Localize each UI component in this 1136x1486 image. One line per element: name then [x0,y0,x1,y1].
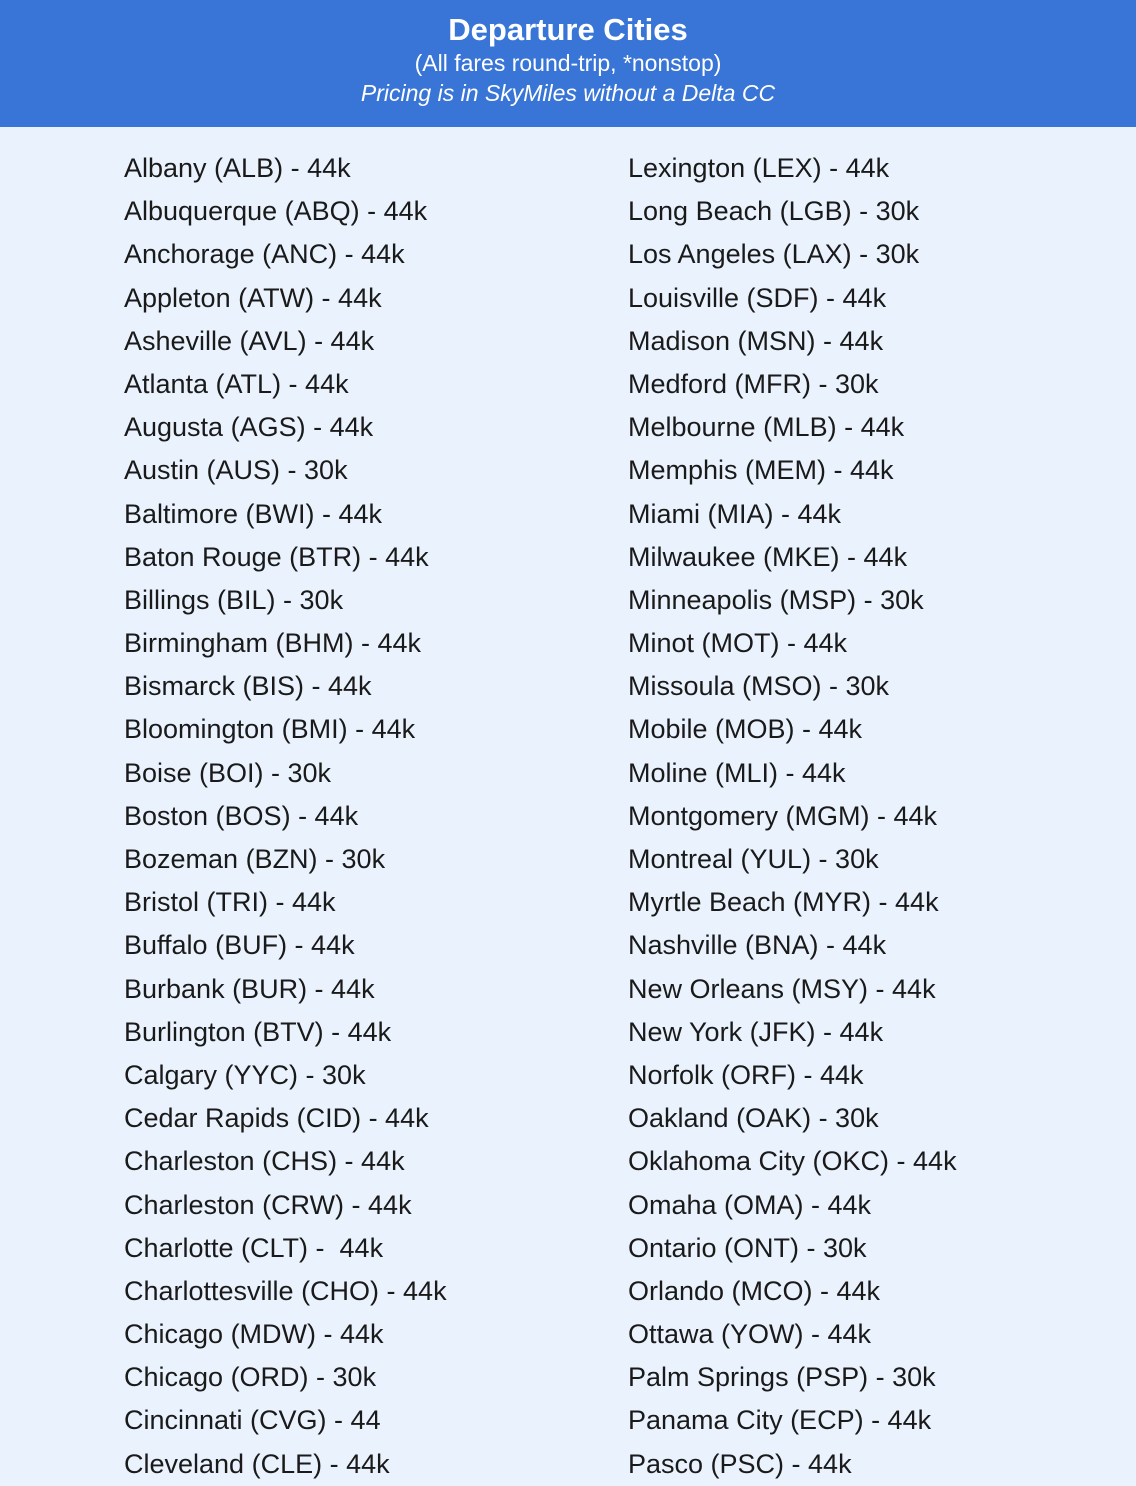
city-list-item: Charleston (CRW) - 44k [124,1189,412,1220]
city-list-item: Moline (MLI) - 44k [628,757,846,788]
page-subtitle: (All fares round-trip, *nonstop) [414,50,722,76]
city-list-item: Oakland (OAK) - 30k [628,1103,879,1134]
city-list-item: Montreal (YUL) - 30k [628,844,879,874]
city-list-item: Boston (BOS) - 44k [124,800,359,831]
city-list-item: Omaha (OMA) - 44k [628,1189,872,1220]
city-list-item: Medford (MFR) - 30k [628,368,879,399]
city-list-item: Ontario (ONT) - 30k [628,1232,867,1263]
city-list-item: Madison (MSN) - 44k [628,325,884,356]
city-list-item: Orlando (MCO) - 44k [628,1275,881,1306]
city-list-item: Bristol (TRI) - 44k [124,887,336,918]
city-list-item: Bloomington (BMI) - 44k [124,714,416,745]
city-list-item: Asheville (AVL) - 44k [124,325,375,356]
city-list-item: Charleston (CHS) - 44k [124,1146,405,1177]
city-list-item: Anchorage (ANC) - 44k [124,239,405,270]
city-list-item: Cleveland (CLE) - 44k [124,1448,390,1479]
city-list-item: Myrtle Beach (MYR) - 44k [628,887,939,918]
city-list-item: Austin (AUS) - 30k [124,455,348,486]
city-list-item: Burbank (BUR) - 44k [124,973,375,1004]
city-list-item: Appleton (ATW) - 44k [124,282,382,313]
city-list-item: Baltimore (BWI) - 44k [124,498,383,529]
city-list-item: Bismarck (BIS) - 44k [124,671,372,702]
city-list-item: Lexington (LEX) - 44k [628,153,890,183]
city-list-item: Baton Rouge (BTR) - 44k [124,541,429,572]
city-list-item: Billings (BIL) - 30k [124,584,344,615]
city-list-item: Birmingham (BHM) - 44k [124,628,422,659]
city-list-item: Missoula (MSO) - 30k [628,671,890,702]
city-list-item: Charlotte (CLT) - 44k [124,1232,384,1263]
city-list-item: Milwaukee (MKE) - 44k [628,541,908,572]
city-list-item: Chicago (MDW) - 44k [124,1319,384,1350]
city-list-item: Albany (ALB) - 44k [124,153,351,183]
page-title: Departure Cities [448,12,688,47]
city-list-item: Miami (MIA) - 44k [628,498,842,529]
city-list-item: Charlottesville (CHO) - 44k [124,1275,447,1306]
city-list-item: Palm Springs (PSP) - 30k [628,1362,936,1393]
city-list-item: Atlanta (ATL) - 44k [124,368,349,399]
city-list-item: Minneapolis (MSP) - 30k [628,584,924,615]
city-list-item: New York (JFK) - 44k [628,1016,884,1047]
city-list-item: Buffalo (BUF) - 44k [124,930,355,961]
city-list-item: Augusta (AGS) - 44k [124,412,374,443]
city-list-item: New Orleans (MSY) - 44k [628,973,936,1004]
city-list-item: Long Beach (LGB) - 30k [628,196,920,227]
city-list-item: Norfolk (ORF) - 44k [628,1059,864,1090]
pricing-note: Pricing is in SkyMiles without a Delta CC [360,80,776,106]
city-list-item: Nashville (BNA) - 44k [628,930,887,961]
city-list-item: Boise (BOI) - 30k [124,757,332,788]
city-list-item: Minot (MOT) - 44k [628,628,848,659]
city-list-item: Calgary (YYC) - 30k [124,1059,366,1090]
city-column-right [628,147,957,1486]
city-list-item: Chicago (ORD) - 30k [124,1362,377,1393]
city-list-item: Albuquerque (ABQ) - 44k [124,196,428,227]
city-list-item: Memphis (MEM) - 44k [628,455,894,486]
city-list-item: Bozeman (BZN) - 30k [124,844,386,874]
city-list-item: Panama City (ECP) - 44k [628,1405,932,1436]
city-list-item: Louisville (SDF) - 44k [628,282,887,313]
city-column-left [124,147,447,1486]
page-header [0,0,1136,127]
city-list-item: Mobile (MOB) - 44k [628,714,863,745]
city-list-item: Los Angeles (LAX) - 30k [628,239,920,270]
city-list-item: Montgomery (MGM) - 44k [628,800,938,831]
city-list-item: Burlington (BTV) - 44k [124,1016,392,1047]
city-list-item: Cincinnati (CVG) - 44 [124,1405,381,1436]
city-list-item: Pasco (PSC) - 44k [628,1448,852,1479]
city-list-item: Ottawa (YOW) - 44k [628,1319,872,1350]
city-list-item: Melbourne (MLB) - 44k [628,412,905,443]
city-list-item: Oklahoma City (OKC) - 44k [628,1146,957,1177]
city-list-item: Cedar Rapids (CID) - 44k [124,1103,429,1134]
